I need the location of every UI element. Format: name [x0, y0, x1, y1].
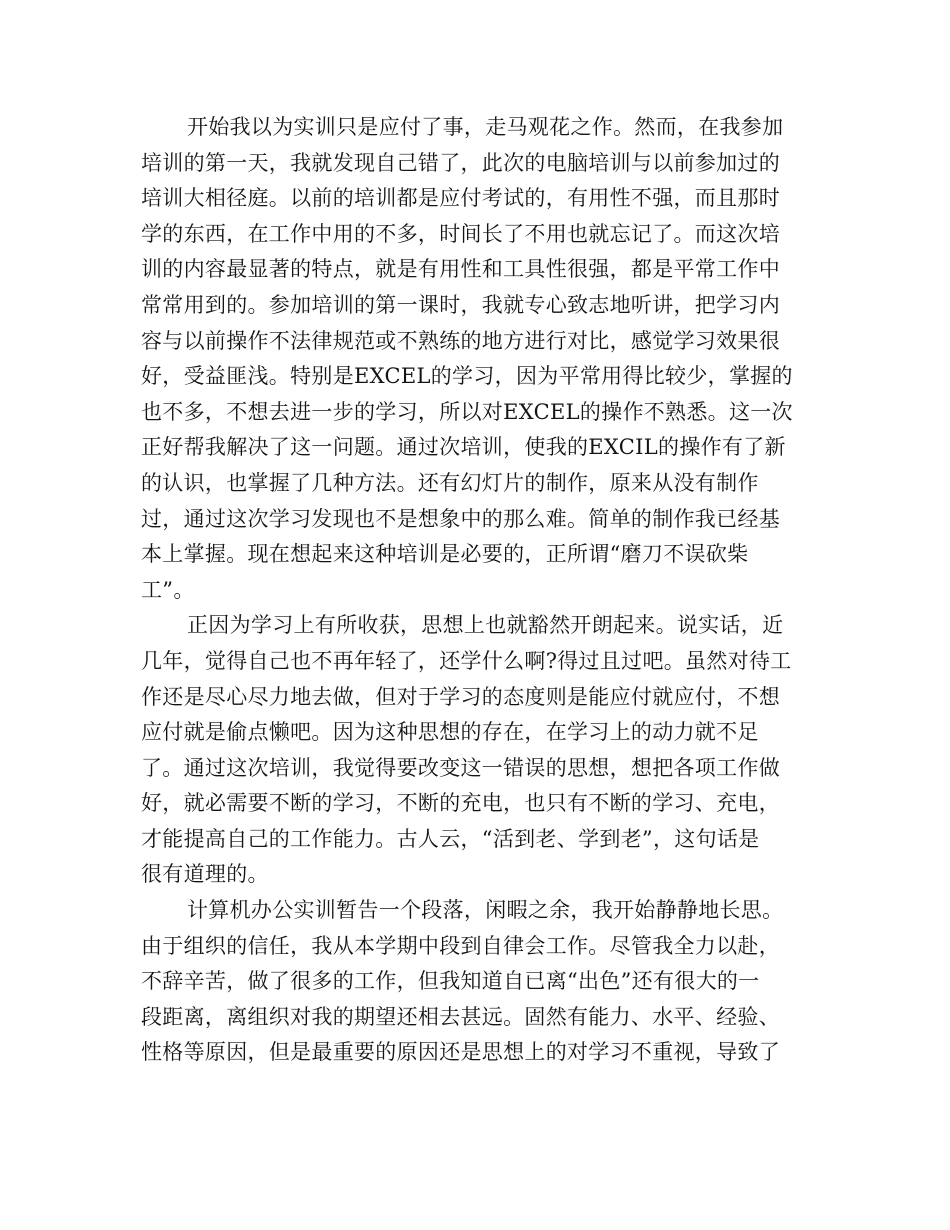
text-line: 好，就必需要不断的学习，不断的充电，也只有不断的学习、充电，: [141, 791, 780, 816]
text-line: 培训的第一天，我就发现自己错了，此次的电脑培训与以前参加过的: [141, 150, 780, 175]
text-line: 了。通过这次培训，我觉得要改变这一错误的思想，想把各项工作做: [141, 755, 780, 780]
document-body: [141, 110, 798, 1071]
text-line: 的认识，也掌握了几种方法。还有幻灯片的制作，原来从没有制作: [141, 470, 759, 495]
text-line: 段距离，离组织对我的期望还相去甚远。固然有能力、水平、经验、: [141, 1004, 780, 1029]
text-line: 培训大相径庭。以前的培训都是应付考试的，有用性不强，而且那时: [141, 186, 780, 211]
text-line: 开始我以为实训只是应付了事，走马观花之作。然而，在我参加: [187, 115, 784, 139]
paragraph-2: [141, 608, 798, 893]
text-line: 由于组织的信任，我从本学期中段到自律会工作。尽管我全力以赴，: [141, 933, 780, 958]
text-line: 几年，觉得自己也不再年轻了，还学什么啊?得过且过吧。虽然对待工: [141, 648, 792, 673]
text-line: 好，受益匪浅。特别是EXCEL的学习，因为平常用得比较少，掌握的: [141, 364, 793, 389]
text-line: 也不多，不想去进一步的学习，所以对EXCEL的操作不熟悉。这一次: [141, 399, 793, 424]
text-line: 作还是尽心尽力地去做，但对于学习的态度则是能应付就应付，不想: [141, 684, 780, 709]
text-line: 计算机办公实训暂告一个段落，闲暇之余，我开始静静地长思。: [187, 898, 784, 923]
text-line: 训的内容最显著的特点，就是有用性和工具性很强，都是平常工作中: [141, 257, 780, 282]
paragraph-1: [141, 110, 798, 608]
text-line: 很有道理的。: [141, 862, 269, 887]
text-line: 性格等原因，但是最重要的原因还是思想上的对学习不重视，导致了: [141, 1040, 780, 1065]
text-line: 不辞辛苦，做了很多的工作，但我知道自已离“出色”还有很大的一: [141, 969, 760, 994]
paragraph-3: [141, 893, 798, 1071]
text-line: 正因为学习上有所收获，思想上也就豁然开朗起来。说实话，近: [187, 613, 784, 638]
text-line: 工”。: [141, 577, 195, 602]
text-line: 容与以前操作不法律规范或不熟练的地方进行对比，感觉学习效果很: [141, 328, 780, 353]
text-line: 学的东西，在工作中用的不多，时间长了不用也就忘记了。而这次培: [141, 221, 780, 246]
text-line: 应付就是偷点懒吧。因为这种思想的存在，在学习上的动力就不足: [141, 720, 759, 745]
text-line: 才能提高自己的工作能力。古人云，“活到老、学到老”，这句话是: [141, 826, 760, 851]
text-line: 常常用到的。参加培训的第一课时，我就专心致志地听讲，把学习内: [141, 292, 780, 317]
text-line: 本上掌握。现在想起来这种培训是必要的，正所谓“磨刀不误砍柴: [141, 542, 749, 567]
text-line: 正好帮我解决了这一问题。通过次培训，使我的EXCIL的操作有了新: [141, 435, 786, 460]
text-line: 过，通过这次学习发现也不是想象中的那么难。简单的制作我已经基: [141, 506, 780, 531]
